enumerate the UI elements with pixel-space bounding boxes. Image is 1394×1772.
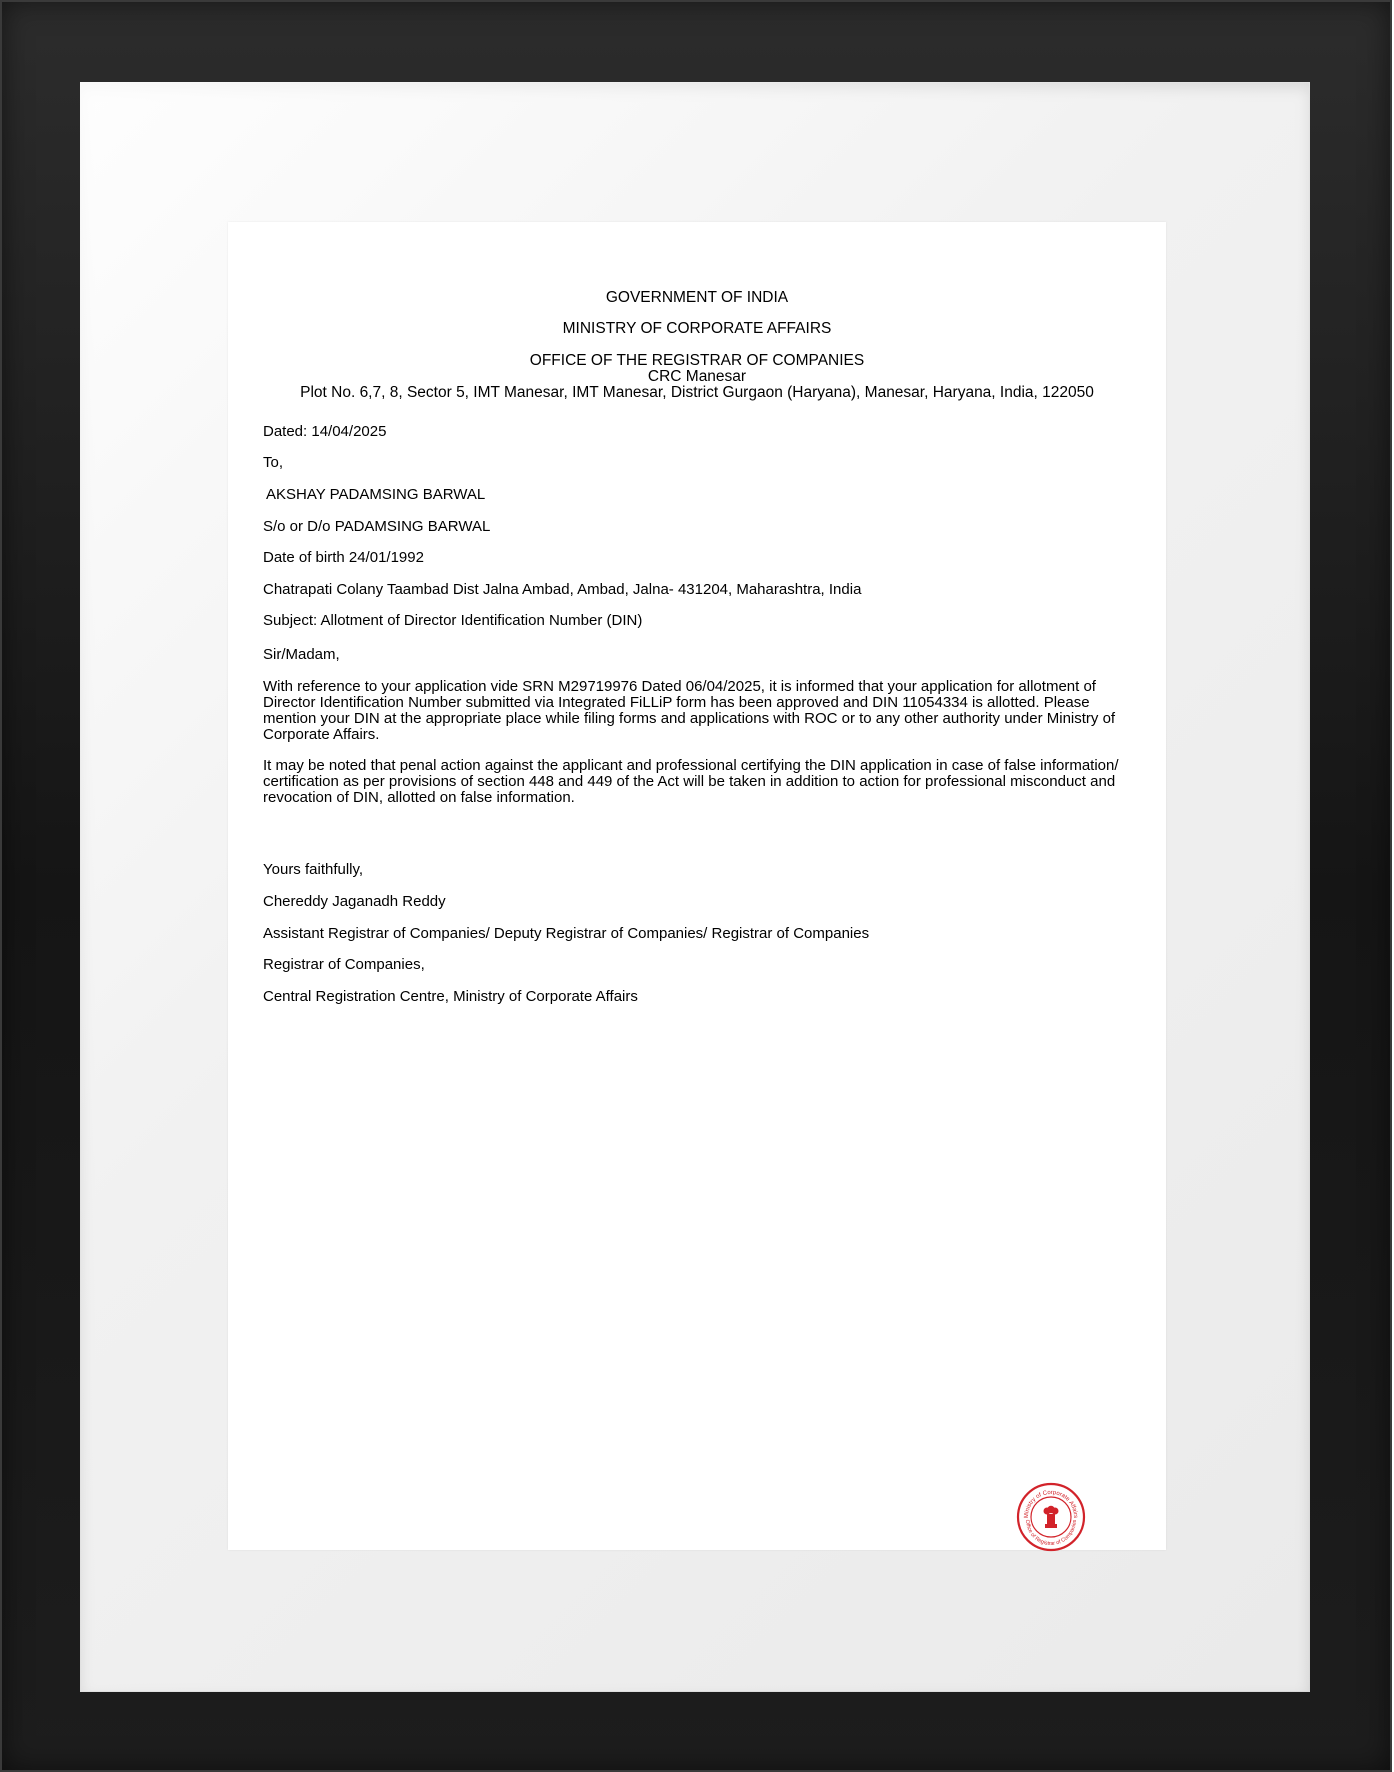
parent-name: S/o or D/o PADAMSING BARWAL	[263, 518, 491, 535]
din-allotment-letter	[228, 222, 1166, 1550]
paragraph-approval: With reference to your application vide SRN M29719976 Dated 06/04/2025, it is informed that your application for allotment of Director Identification Number submitted via Integrated FiLLiP form has been approved and DIN 11054334 is allotted. Please mention your DIN at the appropriate place while filing forms and applications with ROC or to any other authority under Ministry of Corporate Affairs.	[263, 678, 1116, 743]
seal-text-bottom: Office of Registrar of Companies	[1023, 1519, 1079, 1548]
header-office: OFFICE OF THE REGISTRAR OF COMPANIES	[529, 352, 865, 369]
header-ministry: MINISTRY OF CORPORATE AFFAIRS	[562, 320, 832, 337]
recipient-address: Chatrapati Colany Taambad Dist Jalna Ambad, Ambad, Jalna- 431204, Maharashtra, India	[263, 581, 862, 598]
recipient-name: AKSHAY PADAMSING BARWAL	[266, 486, 486, 503]
seal-text-top: Ministry of Corporate Affairs	[1023, 1489, 1079, 1519]
signatory-name: Chereddy Jaganadh Reddy	[263, 893, 446, 910]
date-of-birth: Date of birth 24/01/1992	[263, 549, 424, 566]
header-government: GOVERNMENT OF INDIA	[605, 289, 789, 306]
to-line: To,	[263, 454, 284, 471]
signatory-title: Registrar of Companies,	[263, 956, 425, 973]
closing: Yours faithfully,	[263, 861, 364, 878]
signatory-office: Central Registration Centre, Ministry of Corporate Affairs	[263, 988, 638, 1005]
header-crc: CRC Manesar	[647, 368, 747, 385]
signatory-designation: Assistant Registrar of Companies/ Deputy Registrar of Companies/ Registrar of Companies	[263, 925, 870, 942]
paragraph-penal-notice: It may be noted that penal action against the applicant and professional certifying the DIN application in case of false information/ certification as per provisions of section 448 and 449 of the Act will be taken in addition to action for professional misconduct and revocation of DIN, allotted on false information.	[263, 757, 1119, 806]
header-address: Plot No. 6,7, 8, Sector 5, IMT Manesar, IMT Manesar, District Gurgaon (Haryana), Manesar, Haryana, India, 122050	[300, 384, 1094, 401]
subject-line: Subject: Allotment of Director Identification Number (DIN)	[263, 612, 643, 629]
salutation: Sir/Madam,	[263, 646, 340, 663]
ministry-seal-stamp	[1016, 1482, 1086, 1552]
dated-line: Dated: 14/04/2025	[263, 423, 387, 440]
